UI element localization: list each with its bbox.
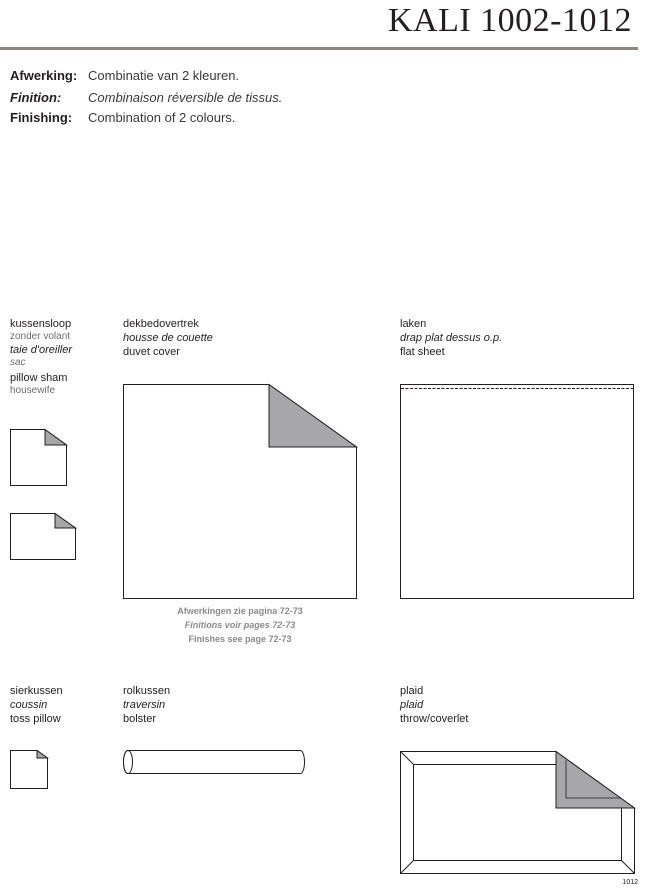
pillow-sub-nl: zonder volant (10, 331, 71, 342)
pillow-label-en: pillow sham (10, 372, 68, 384)
finishes-note-nl: Afwerkingen zie pagina 72-73 (177, 606, 303, 616)
page-title: KALI 1002-1012 (387, 2, 632, 39)
finishing-fr-label: Finition: (10, 90, 62, 105)
duvet-label-nl: dekbedovertrek (123, 318, 199, 330)
finishing-nl-label: Afwerking: (10, 68, 78, 83)
sheet-labels (400, 317, 502, 359)
toss-label-en: toss pillow (10, 713, 61, 725)
throw-label-nl: plaid (400, 685, 424, 697)
finishing-en-text: Combination of 2 colours. (88, 110, 236, 125)
toss-pillow-drawing (11, 751, 48, 789)
throw-drawing (401, 752, 635, 874)
sheet-label-fr: drap plat dessus o.p. (400, 332, 503, 344)
finishes-note (120, 604, 360, 646)
bolster-label-nl: rolkussen (123, 685, 171, 697)
duvet-labels (123, 317, 213, 359)
throw-labels (400, 684, 468, 726)
bolster-label-fr: traversin (123, 699, 166, 711)
toss-label-fr: coussin (10, 699, 48, 711)
toss-label-nl: sierkussen (10, 685, 63, 697)
finishing-en-label: Finishing: (10, 110, 73, 125)
bolster-label-en: bolster (123, 713, 157, 725)
pillow-label-nl: kussensloop (10, 318, 72, 330)
pillow-sub-en: housewife (10, 385, 56, 396)
toss-labels (10, 684, 63, 726)
finishing-nl-text: Combinatie van 2 kleuren. (88, 68, 240, 83)
throw-label-en: throw/coverlet (400, 713, 469, 725)
flat-sheet-drawing (401, 385, 634, 599)
finishes-note-fr: Finitions voir pages 72-73 (184, 620, 296, 630)
duvet-label-en: duvet cover (123, 346, 180, 358)
pillow-sham-drawing (11, 514, 76, 560)
finishing-fr-text: Combinaison réversible de tissus. (88, 90, 283, 105)
bolster-drawing (124, 751, 305, 774)
pillow-sub-fr: sac (10, 357, 26, 368)
finishes-note-en: Finishes see page 72-73 (188, 634, 292, 644)
duvet-label-fr: housse de couette (123, 332, 213, 344)
sheet-label-nl: laken (400, 318, 427, 330)
page-number: 1012 (622, 879, 638, 886)
pillow-label-fr: taie d'oreiller (10, 344, 73, 356)
bolster-labels (123, 684, 170, 726)
sheet-label-en: flat sheet (400, 346, 445, 358)
pillow-case-drawing (11, 430, 67, 486)
throw-label-fr: plaid (400, 699, 424, 711)
duvet-cover-drawing (124, 385, 357, 599)
